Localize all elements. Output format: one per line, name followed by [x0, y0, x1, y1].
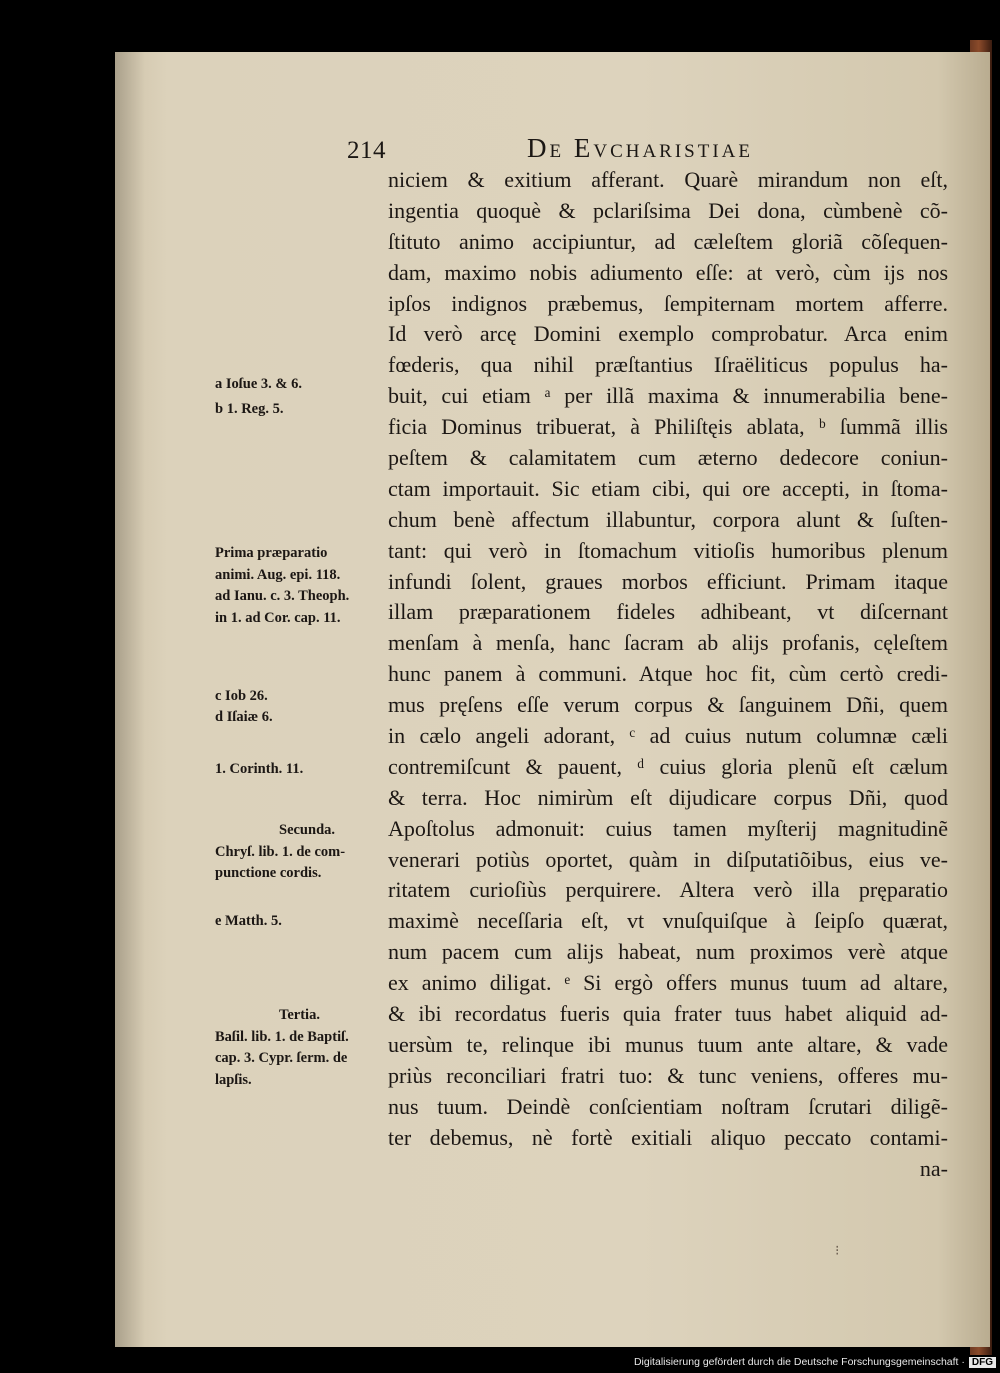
text-line: maximè neceſſaria eſt, vt vnuſquiſque à ſeipſo quærat,	[388, 908, 948, 934]
text-line: peſtem & calamitatem cum æterno dedecore coniun-	[388, 445, 948, 471]
page-number: 214	[347, 137, 386, 164]
text-line: dam, maximo nobis adiumento eſſe: at verò, cùm ijs nos	[388, 259, 948, 285]
text-line: venerari potiùs oportet, quàm in diſputatiõibus, eius ve-	[388, 846, 948, 872]
text-line: ficia Dominus tribuerat, à Philiſtęis ablata, ᵇ ſummã illis	[388, 414, 948, 440]
text-line: ctam importauit. Sic etiam cibi, qui ore accepti, in ſtoma-	[388, 475, 948, 501]
footer-text: Digitalisierung gefördert durch die Deutsche Forschungsgemeinschaft ·	[633, 1356, 965, 1368]
text-line: contremiſcunt & pauent, ᵈ cuius gloria plenũ eſt cælum	[388, 753, 948, 779]
margin-note-b: b 1. Reg. 5.	[215, 401, 284, 417]
text-line: infundi ſolent, graues morbos efficiunt. Primam itaque	[388, 568, 948, 594]
margin-note-e: e Matth. 5.	[215, 913, 282, 929]
text-line: illam præparationem fideles adhibeant, vt diſcernant	[388, 599, 948, 625]
text-line: chum benè affectum illabuntur, corpora alunt & ſuſten-	[388, 506, 948, 532]
margin-note-secunda: Secunda. Chryſ. lib. 1. de com- punctione cordis.	[215, 822, 346, 881]
catchword: na-	[919, 1155, 948, 1181]
text-line: buit, cui etiam ᵃ per illã maxima & innumerabilia bene-	[388, 383, 948, 409]
text-line: Apoſtolus admonuit: cuius tamen myſterij magnitudinẽ	[388, 815, 948, 841]
spine-shadow	[115, 52, 145, 1347]
dfg-logo: DFG	[969, 1357, 996, 1368]
text-line: in cælo angeli adorant, ᶜ ad cuius nutum columnæ cæli	[388, 723, 948, 749]
running-head: De Evcharistiae	[527, 133, 754, 163]
body-text	[388, 165, 948, 1184]
text-line: ſtituto animo accipiuntur, ad cæleſtem gloriã cõſequen-	[388, 228, 948, 254]
text-line: & ibi recordatus fueris quia frater tuus habet aliquid ad-	[388, 1001, 948, 1027]
paper-speck: ⁝	[835, 1244, 840, 1259]
text-line: ipſos indignos præbemus, ſempiternam mortem afferre.	[388, 290, 948, 316]
margin-note-tertia: Tertia. Baſil. lib. 1. de Baptiſ. cap. 3. Cypr. ſerm. de lapſis.	[215, 1007, 349, 1088]
text-line: fœderis, qua nihil præſtantius Iſraëliticus populus ha-	[388, 352, 948, 378]
text-line: num pacem cum alijs habeat, num proximos verè atque	[388, 939, 948, 965]
margin-note-a: a Ioſue 3. & 6.	[215, 376, 302, 392]
text-line: hunc panem à communi. Atque hoc fit, cùm certò credi-	[388, 661, 948, 687]
margin-note-c: c Iob 26.	[215, 688, 268, 704]
footer-credit	[634, 1356, 996, 1368]
margin-note-d: d Iſaiæ 6.	[215, 709, 273, 725]
margin-note-prima: Prima præparatio animi. Aug. epi. 118. ad Ianu. c. 3. Theoph. in 1. ad Cor. cap. 11.	[215, 545, 350, 626]
text-line: uersùm te, relinque ibi munus tuum ante altare, & vade	[388, 1031, 948, 1057]
text-line: & terra. Hoc nimirùm eſt dijudicare corpus Dñi, quod	[388, 784, 948, 810]
text-line: ritatem curioſiùs perquirere. Altera verò illa pręparatio	[388, 877, 948, 903]
text-line: nus tuum. Deindè conſcientiam noſtram ſcrutari diligẽ-	[388, 1093, 948, 1119]
text-line: menſam à menſa, hanc ſacram ab alijs profanis, cęleſtem	[388, 630, 948, 656]
text-line: mus pręſens eſſe verum corpus & ſanguinem Dñi, quem	[388, 692, 948, 718]
text-line: ex animo diligat. ᵉ Si ergò offers munus tuum ad altare,	[388, 970, 948, 996]
margin-note-corinth: 1. Corinth. 11.	[215, 761, 304, 777]
text-line: ingentia quoquè & pclariſsima Dei dona, cùmbenè cõ-	[388, 197, 948, 223]
text-line: Id verò arcę Domini exemplo comprobatur. Arca enim	[388, 321, 948, 347]
text-line: priùs reconciliari fratri tuo: & tunc veniens, offeres mu-	[388, 1062, 948, 1088]
text-line: ter debemus, nè fortè exitiali aliquo peccato contami-	[388, 1124, 948, 1150]
text-line: niciem & exitium afferant. Quarè mirandum non eſt,	[388, 167, 948, 192]
text-line: tant: qui verò in ſtomachum vitioſis humoribus plenum	[388, 537, 948, 563]
